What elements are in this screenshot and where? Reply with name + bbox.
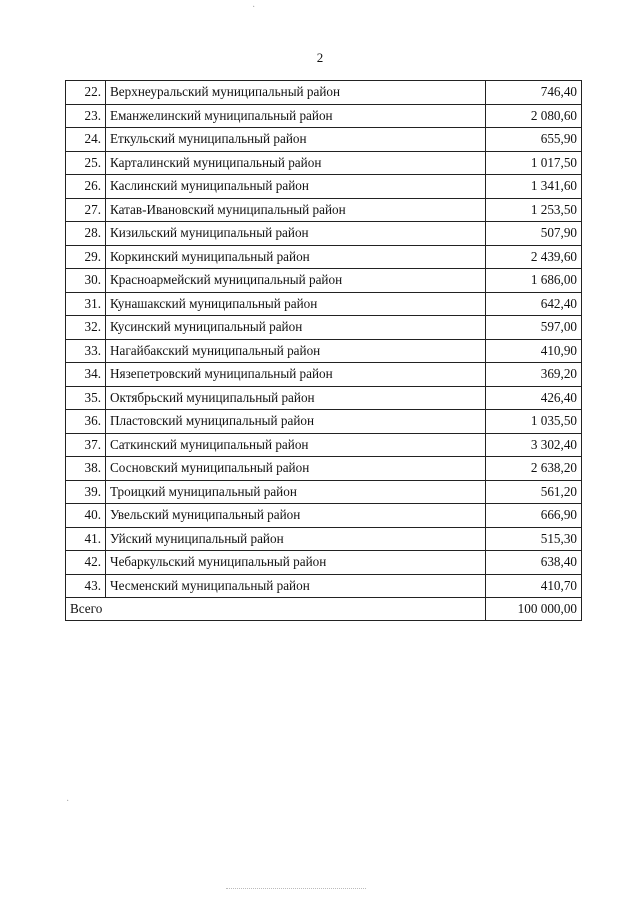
total-row <box>66 598 582 621</box>
row-district-name: Каслинский муниципальный район <box>106 175 486 199</box>
total-label: Всего <box>66 598 486 621</box>
table-row <box>66 245 582 269</box>
row-district-name: Еткульский муниципальный район <box>106 128 486 152</box>
table-row <box>66 551 582 575</box>
table-row <box>66 504 582 528</box>
table-row <box>66 457 582 481</box>
row-amount: 638,40 <box>486 551 582 575</box>
table-row <box>66 339 582 363</box>
table-row <box>66 198 582 222</box>
row-district-name: Увельский муниципальный район <box>106 504 486 528</box>
row-amount: 2 439,60 <box>486 245 582 269</box>
row-district-name: Еманжелинский муниципальный район <box>106 104 486 128</box>
row-amount: 1 253,50 <box>486 198 582 222</box>
row-number: 35. <box>66 386 106 410</box>
row-number: 36. <box>66 410 106 434</box>
table-row <box>66 175 582 199</box>
row-district-name: Нагайбакский муниципальный район <box>106 339 486 363</box>
row-amount: 666,90 <box>486 504 582 528</box>
row-number: 39. <box>66 480 106 504</box>
row-number: 31. <box>66 292 106 316</box>
row-district-name: Катав-Ивановский муниципальный район <box>106 198 486 222</box>
scan-speck: · <box>252 2 256 13</box>
scan-dotted-line <box>226 888 366 889</box>
row-district-name: Карталинский муниципальный район <box>106 151 486 175</box>
table-row <box>66 386 582 410</box>
row-amount: 369,20 <box>486 363 582 387</box>
row-district-name: Коркинский муниципальный район <box>106 245 486 269</box>
row-number: 23. <box>66 104 106 128</box>
row-number: 38. <box>66 457 106 481</box>
row-amount: 3 302,40 <box>486 433 582 457</box>
row-district-name: Октябрьский муниципальный район <box>106 386 486 410</box>
row-amount: 561,20 <box>486 480 582 504</box>
total-value: 100 000,00 <box>486 598 582 621</box>
table-row <box>66 363 582 387</box>
row-amount: 410,70 <box>486 574 582 598</box>
table-row <box>66 527 582 551</box>
row-amount: 655,90 <box>486 128 582 152</box>
row-amount: 1 035,50 <box>486 410 582 434</box>
table-row <box>66 222 582 246</box>
table-row <box>66 104 582 128</box>
table-row <box>66 574 582 598</box>
row-district-name: Саткинский муниципальный район <box>106 433 486 457</box>
row-district-name: Кизильский муниципальный район <box>106 222 486 246</box>
table-row <box>66 433 582 457</box>
row-number: 30. <box>66 269 106 293</box>
row-number: 32. <box>66 316 106 340</box>
row-number: 25. <box>66 151 106 175</box>
row-district-name: Кунашакский муниципальный район <box>106 292 486 316</box>
table-row <box>66 410 582 434</box>
row-amount: 746,40 <box>486 81 582 105</box>
row-amount: 597,00 <box>486 316 582 340</box>
row-number: 29. <box>66 245 106 269</box>
row-amount: 1 686,00 <box>486 269 582 293</box>
row-amount: 2 080,60 <box>486 104 582 128</box>
row-district-name: Сосновский муниципальный район <box>106 457 486 481</box>
row-district-name: Пластовский муниципальный район <box>106 410 486 434</box>
row-number: 22. <box>66 81 106 105</box>
table-row <box>66 81 582 105</box>
row-amount: 1 341,60 <box>486 175 582 199</box>
row-number: 33. <box>66 339 106 363</box>
row-district-name: Верхнеуральский муниципальный район <box>106 81 486 105</box>
row-number: 34. <box>66 363 106 387</box>
table-row <box>66 151 582 175</box>
row-amount: 426,40 <box>486 386 582 410</box>
row-district-name: Красноармейский муниципальный район <box>106 269 486 293</box>
allocation-table <box>65 80 582 621</box>
table-body <box>66 81 582 621</box>
row-amount: 642,40 <box>486 292 582 316</box>
row-amount: 410,90 <box>486 339 582 363</box>
table-row <box>66 480 582 504</box>
row-district-name: Троицкий муниципальный район <box>106 480 486 504</box>
row-district-name: Чебаркульский муниципальный район <box>106 551 486 575</box>
scan-speck: · <box>66 796 70 807</box>
table-row <box>66 269 582 293</box>
row-district-name: Нязепетровский муниципальный район <box>106 363 486 387</box>
row-district-name: Чесменский муниципальный район <box>106 574 486 598</box>
table-row <box>66 292 582 316</box>
row-number: 37. <box>66 433 106 457</box>
row-number: 24. <box>66 128 106 152</box>
row-number: 28. <box>66 222 106 246</box>
row-amount: 507,90 <box>486 222 582 246</box>
row-district-name: Кусинский муниципальный район <box>106 316 486 340</box>
row-number: 43. <box>66 574 106 598</box>
row-number: 27. <box>66 198 106 222</box>
table-row <box>66 128 582 152</box>
row-amount: 515,30 <box>486 527 582 551</box>
table-row <box>66 316 582 340</box>
page-number: 2 <box>316 50 324 65</box>
row-number: 26. <box>66 175 106 199</box>
row-number: 42. <box>66 551 106 575</box>
row-number: 40. <box>66 504 106 528</box>
row-amount: 1 017,50 <box>486 151 582 175</box>
row-number: 41. <box>66 527 106 551</box>
row-amount: 2 638,20 <box>486 457 582 481</box>
row-district-name: Уйский муниципальный район <box>106 527 486 551</box>
